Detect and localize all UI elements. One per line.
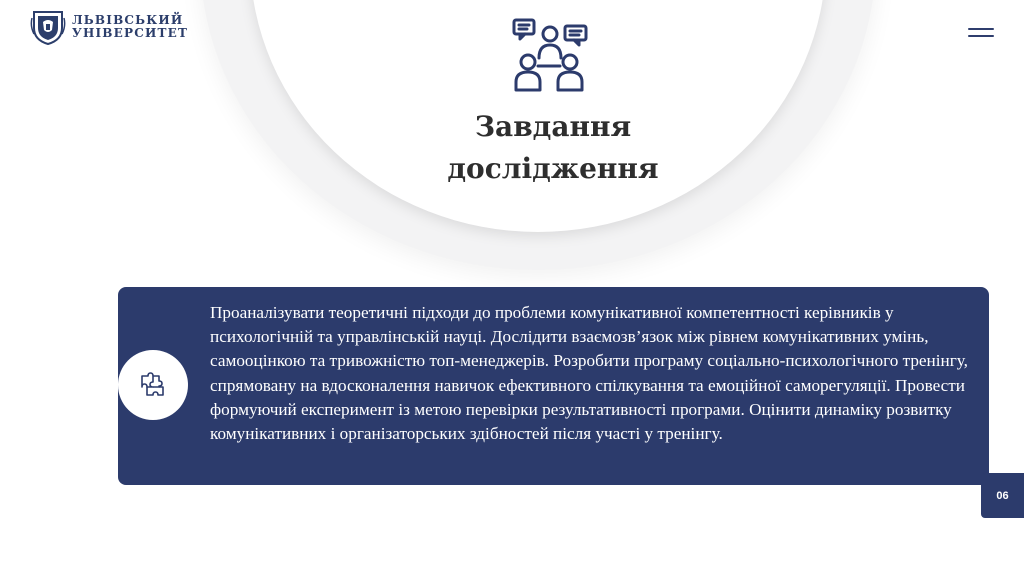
puzzle-badge [118, 350, 188, 420]
hamburger-menu-icon[interactable] [968, 28, 994, 40]
logo-line-1: ЛЬВІВСЬКИЙ [72, 13, 184, 27]
title-line-1: Завдання [474, 110, 632, 143]
menu-line-2 [968, 35, 994, 37]
page-title [413, 106, 693, 190]
tasks-text: Проаналізувати теоретичні підходи до проблеми комунікативної компетентності керівників у психологічній та управлінській науці. Дослідити взаємозв’язок між рівнем комунікативних умінь, самооцінкою та тривожністю топ-менеджерів. Розробити програму соціально-психологічного тренінгу, спрямовану на вдосконалення навичок ефективного спілкування та емоційної саморегуляції. Провести формуючий експеримент із метою перевірки результативності програми. Оцінити динаміку розвитку комунікативних і організаторських здібностей після участі у тренінгу. [210, 303, 968, 444]
tasks-panel [118, 287, 989, 485]
page-number: 06 [996, 489, 1009, 502]
menu-line-1 [968, 28, 994, 30]
puzzle-icon [139, 371, 167, 399]
university-crest-icon [30, 8, 66, 46]
logo-text [72, 14, 188, 40]
university-logo[interactable] [30, 8, 188, 46]
title-line-2: дослідження [447, 152, 659, 185]
logo-line-2: УНІВЕРСИТЕТ [72, 26, 189, 40]
page-number-badge [981, 473, 1024, 518]
meeting-people-icon [510, 16, 590, 96]
